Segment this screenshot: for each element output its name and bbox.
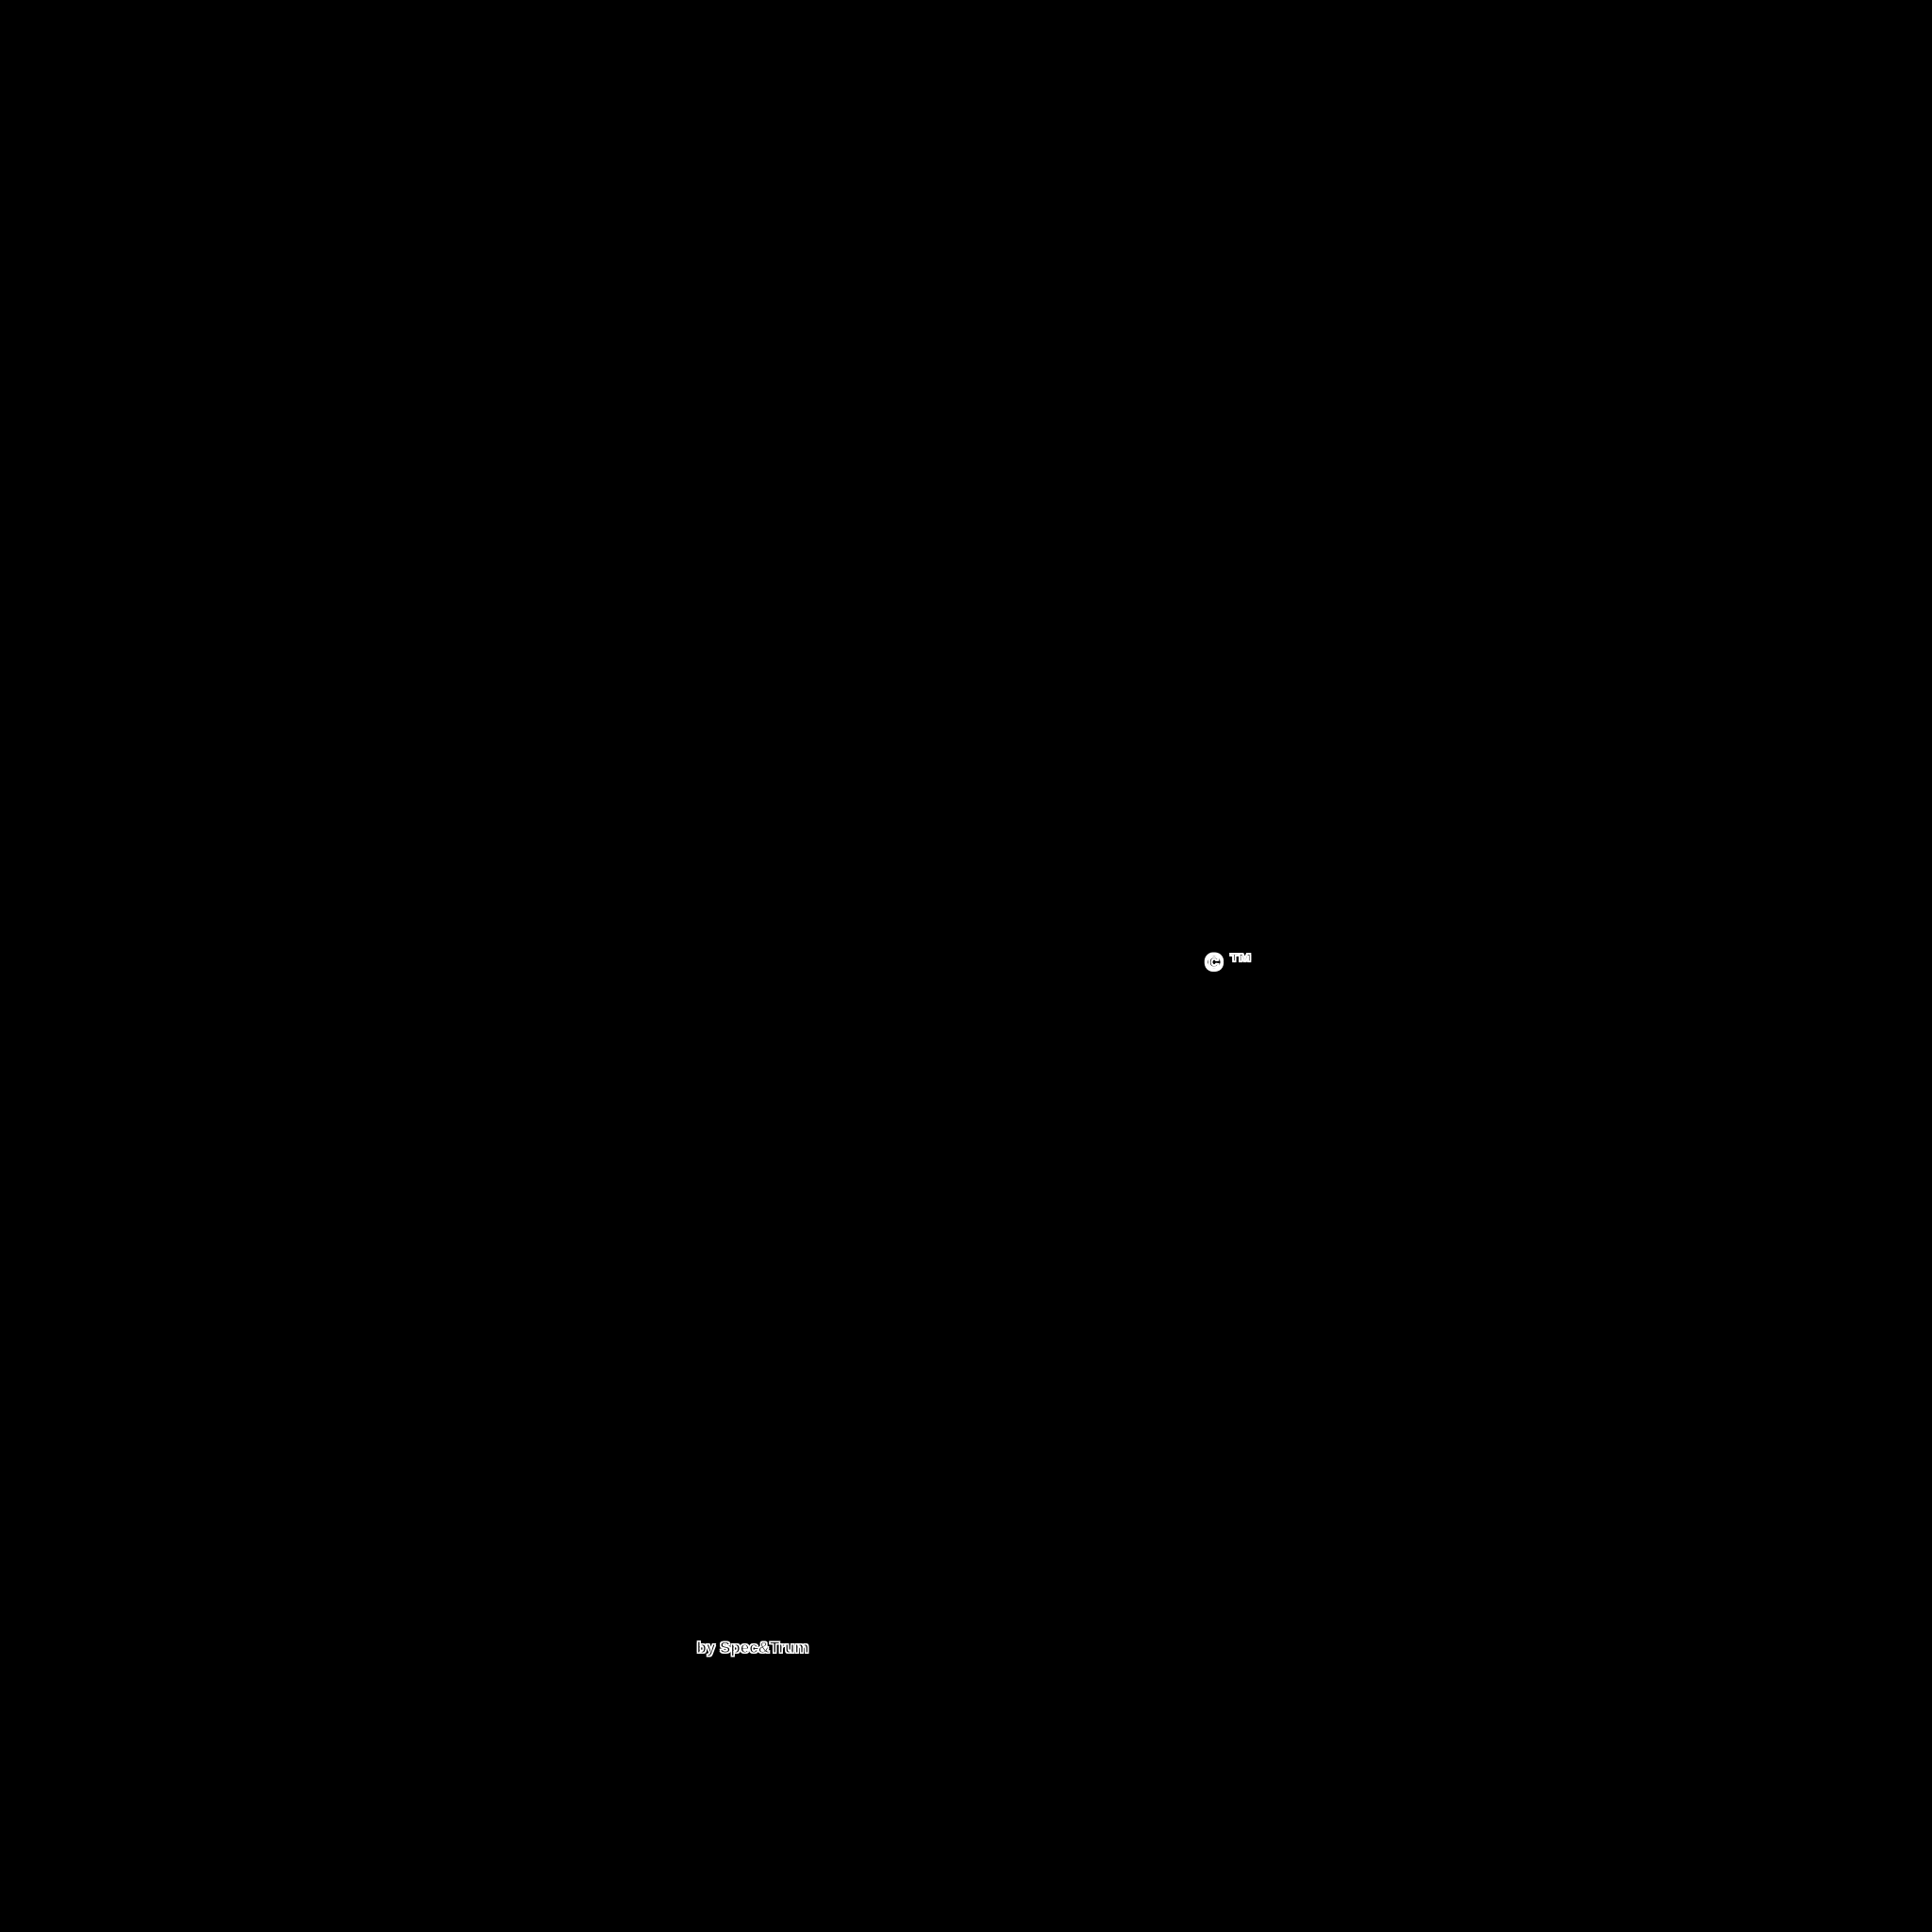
legal-marks-group [1193, 948, 1265, 976]
trademark-icon: ™ [1228, 948, 1254, 976]
credit-text: by Spec&Trum [696, 1638, 809, 1657]
copyright-icon: © [1205, 948, 1224, 976]
